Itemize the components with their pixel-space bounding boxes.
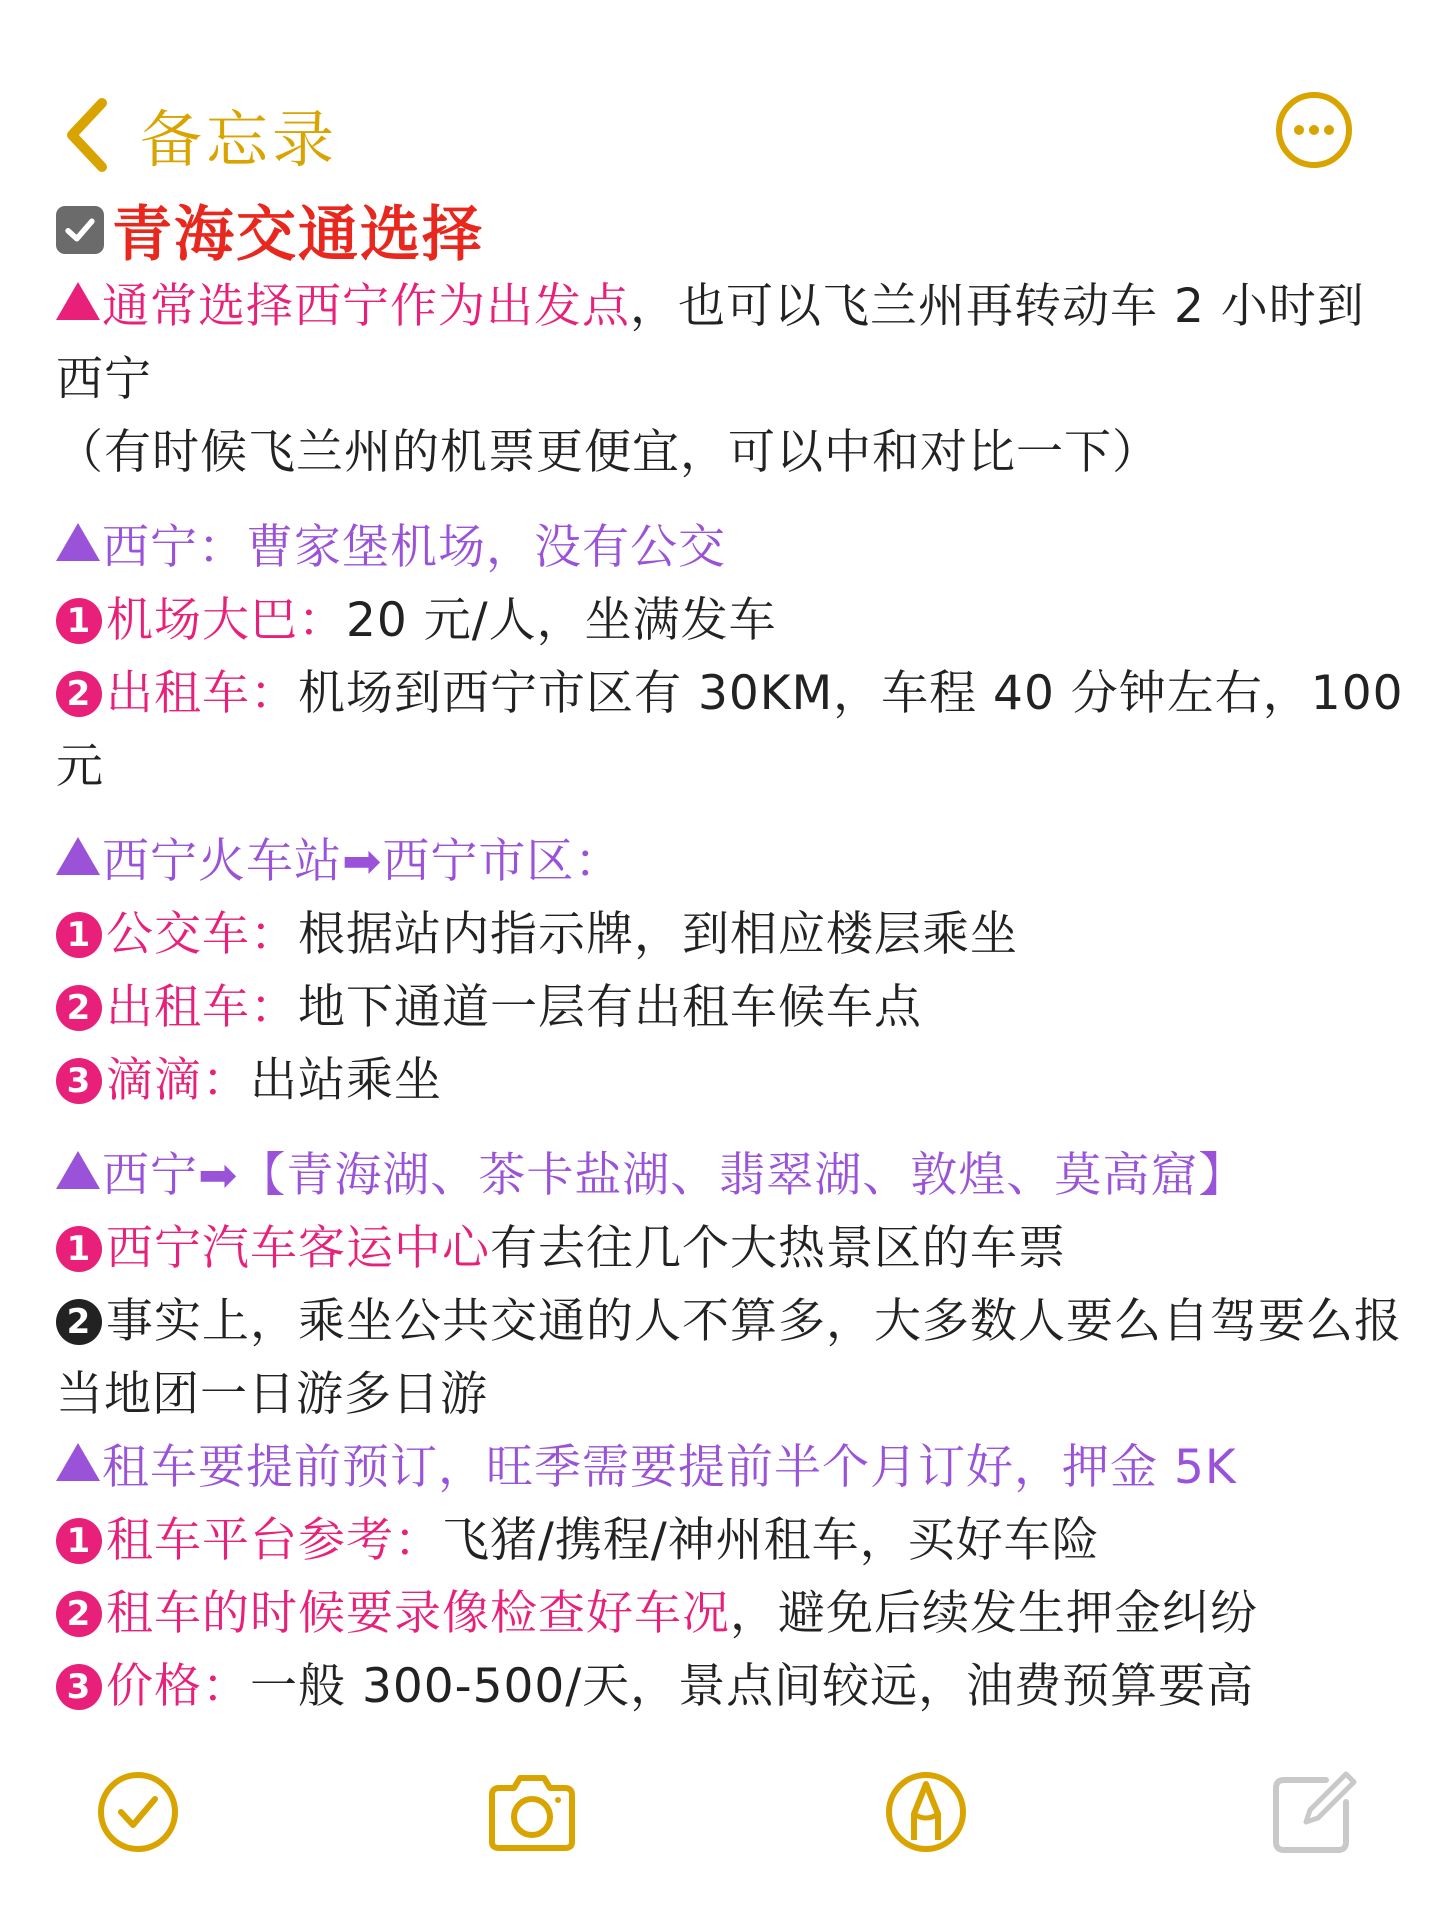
checklist-button[interactable] <box>88 1762 188 1862</box>
number-badge: 3 <box>56 1664 102 1710</box>
number-badge: 2 <box>56 1591 102 1637</box>
list-item: 1 西宁汽车客运中心有去往几个大热景区的车票 <box>56 1212 1406 1285</box>
section-heading-airport: 西宁：曹家堡机场，没有公交 <box>56 511 1406 584</box>
note-title-row <box>56 190 1406 270</box>
number-badge: 1 <box>56 598 102 644</box>
number-badge: 2 <box>56 671 102 717</box>
number-badge: 1 <box>56 1518 102 1564</box>
list-item: 1 机场大巴：20 元/人，坐满发车 <box>56 584 1406 657</box>
section-heading-train-station: 西宁火车站➡西宁市区： <box>56 825 1406 898</box>
more-button[interactable] <box>1274 90 1354 170</box>
note-title: 青海交通选择 <box>112 200 484 270</box>
list-item: 3 滴滴：出站乘坐 <box>56 1044 1406 1117</box>
pen-markup-icon <box>876 1762 976 1862</box>
intro-note: （有时候飞兰州的机票更便宜，可以中和对比一下） <box>56 425 1160 480</box>
markup-button[interactable] <box>876 1762 976 1862</box>
list-item: 2 事实上，乘坐公共交通的人不算多，大多数人要么自驾要么报当地团一日游多日游 <box>56 1294 1402 1422</box>
list-item: 1 公交车：根据站内指示牌，到相应楼层乘坐 <box>56 898 1406 971</box>
number-badge: 1 <box>56 912 102 958</box>
camera-icon <box>482 1762 582 1862</box>
number-badge: 1 <box>56 1226 102 1272</box>
note-body[interactable] <box>56 190 1406 1723</box>
number-badge: 2 <box>56 985 102 1031</box>
list-item: 2 出租车：地下通道一层有出租车候车点 <box>56 971 1406 1044</box>
navigation-bar <box>0 80 1440 180</box>
list-item: 2 租车的时候要录像检查好车况，避免后续发生押金纠纷 <box>56 1577 1406 1650</box>
checkbox-checked-icon <box>56 206 104 254</box>
triangle-bullet-icon <box>56 1443 100 1481</box>
compose-icon <box>1264 1762 1364 1862</box>
compose-button[interactable] <box>1264 1762 1364 1862</box>
number-badge: 2 <box>56 1299 102 1345</box>
triangle-bullet-icon <box>56 837 100 875</box>
intro-paragraph <box>56 270 1406 416</box>
back-button[interactable] <box>58 90 338 179</box>
checkmark-circle-icon <box>88 1762 188 1862</box>
triangle-bullet-icon <box>56 523 100 561</box>
triangle-bullet-icon <box>56 1151 100 1189</box>
chevron-left-icon <box>58 95 118 175</box>
list-item: 1 租车平台参考：飞猪/携程/神州租车，买好车险 <box>56 1504 1406 1577</box>
list-item: 2 出租车：机场到西宁市区有 30KM，车程 40 分钟左右，100 元 <box>56 666 1404 794</box>
section-heading-car-rental: 租车要提前预订，旺季需要提前半个月订好，押金 5K <box>56 1431 1406 1504</box>
camera-button[interactable] <box>482 1762 582 1862</box>
more-dots-icon <box>1274 90 1354 170</box>
list-item: 3 价格：一般 300-500/天，景点间较远，油费预算要高 <box>56 1650 1406 1723</box>
triangle-bullet-icon <box>56 282 100 320</box>
bottom-toolbar <box>0 1762 1440 1862</box>
intro-text: ，也可以飞兰州再转动车 2 小时到西宁 <box>56 279 1365 407</box>
back-label: 备忘录 <box>140 103 339 176</box>
section-heading-scenic-spots: 西宁➡【青海湖、茶卡盐湖、翡翠湖、敦煌、莫高窟】 <box>56 1139 1406 1212</box>
intro-highlight: 通常选择西宁作为出发点 <box>102 279 630 334</box>
number-badge: 3 <box>56 1058 102 1104</box>
